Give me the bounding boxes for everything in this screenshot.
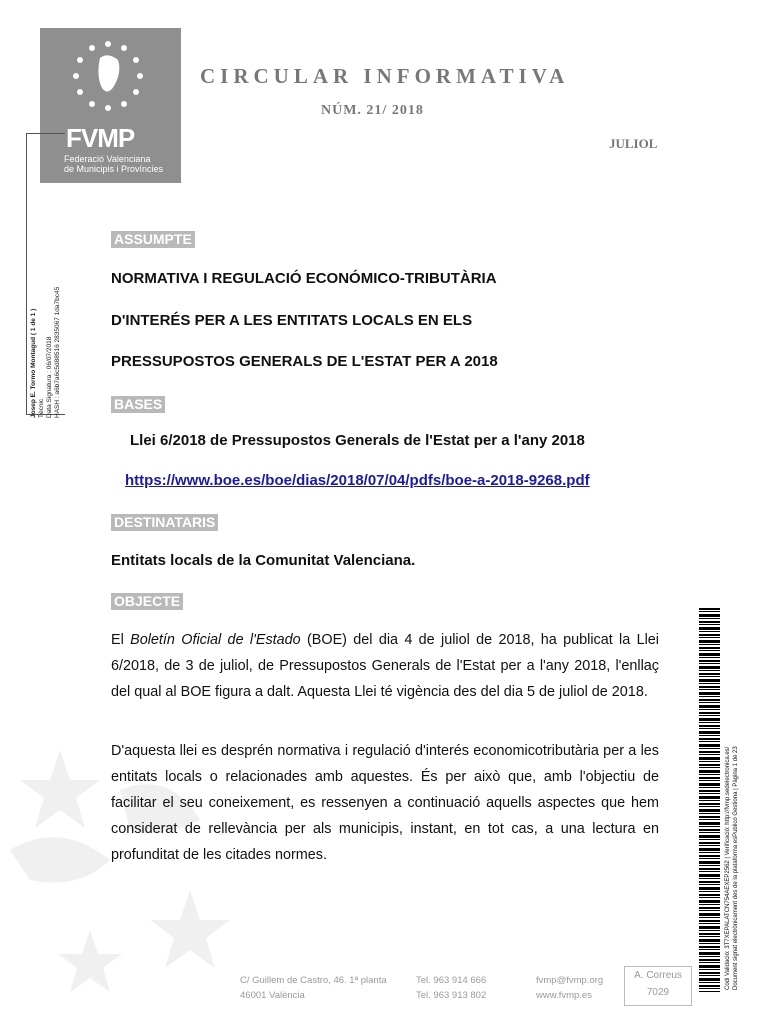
- verification-line-2: Document signat electrònicament des de la plataforma esPublico Gestiona | Pàgina 1 de 23: [733, 746, 739, 990]
- footer-address-1: C/ Guillem de Castro, 46. 1ª planta: [240, 975, 387, 986]
- footer-phone-2: Tel. 963 913 802: [416, 990, 487, 1001]
- assumpte-line-3: PRESSUPOSTOS GENERALS DE L'ESTAT PER A 2018: [111, 353, 498, 370]
- section-label-bases: BASES: [111, 396, 165, 413]
- signer-role: Tècnic: [38, 398, 45, 418]
- footer-phone-1: Tel. 963 914 666: [416, 975, 487, 986]
- circular-month: JULIOL: [609, 136, 658, 151]
- signature-hash: HASH : a6b7a6c5d88516 2835067 1da7bc45: [54, 286, 61, 418]
- footer-web: www.fvmp.es: [536, 990, 592, 1001]
- section-label-destinataris: DESTINATARIS: [111, 514, 218, 531]
- body-paragraph-2: D'aquesta llei es desprén normativa i regulació d'interés economicotributària per a les entitats locals o relacionades amb aquestes. És per això que, amb l'objectiu de facilitar el seu coneixement, es ressenyen a continuació aquells aspectes que hem considerat de rellevància per als municipis, instant, en tot cas, a una lectura en profunditat de les citades normes.: [111, 743, 659, 863]
- postal-box-stamp: [624, 966, 692, 1006]
- verification-line-1: Codi Validació: 3T7XEPALATCN754AEXEP2562 | Verificació: http://fvmp.sedelectronica.es/: [725, 746, 731, 990]
- footer-address-2: 46001 València: [240, 990, 305, 1001]
- p1-pre: El: [111, 632, 131, 648]
- logo-subtitle-line1: Federació Valenciana: [64, 154, 151, 164]
- assumpte-line-2: D'INTERÉS PER A LES ENTITATS LOCALS EN ELS: [111, 312, 473, 329]
- logo-subtitle: [64, 154, 163, 174]
- footer-address: [240, 973, 387, 1003]
- barcode-icon: [699, 608, 720, 992]
- signature-date: Data Signatura : 06/07/2018: [46, 336, 53, 418]
- stamp-line-2: 7029: [646, 987, 670, 998]
- logo-subtitle-line2: de Municipis i Províncies: [64, 164, 164, 174]
- section-label-objecte: OBJECTE: [111, 593, 183, 610]
- body-paragraph-1: [111, 627, 659, 705]
- page-title: CIRCULAR INFORMATIVA: [200, 64, 570, 88]
- signer-name: Josep E. Tormo Montagud ( 1 de 1 ): [30, 308, 37, 418]
- signature-block: [30, 138, 62, 418]
- footer-phones: [416, 973, 486, 1003]
- footer-contact: [536, 973, 603, 1003]
- stars-emblem-icon: [68, 36, 148, 116]
- section-label-assumpte: ASSUMPTE: [111, 231, 195, 248]
- p1-italic: Boletín Oficial de l'Estado: [130, 632, 301, 648]
- footer-email: fvmp@fvmp.org: [536, 975, 604, 986]
- stamp-line-1: A. Correus: [634, 970, 682, 981]
- p1-post: (BOE) del dia 4 de juliol de 2018, ha publicat la Llei 6/2018, de 3 de juliol, de Pressupostos Generals de l'Estat per a l'any 2018, l'enllaç del qual al BOE figura a dalt. Aquesta Llei té vigència des del dia 5 de juliol de 2018.: [111, 632, 659, 700]
- assumpte-line-1: NORMATIVA I REGULACIÓ ECONÓMICO-TRIBUTÀRIA: [111, 270, 497, 287]
- bases-law-title: Llei 6/2018 de Pressupostos Generals de l'Estat per a l'any 2018: [130, 432, 585, 449]
- boe-link[interactable]: https://www.boe.es/boe/dias/2018/07/04/pdfs/boe-a-2018-9268.pdf: [125, 472, 590, 489]
- logo-brand: FVMP: [66, 123, 135, 153]
- destinataris-text: Entitats locals de la Comunitat Valenciana.: [111, 552, 416, 569]
- circular-number: NÚM. 21/ 2018: [321, 103, 424, 118]
- verification-block: [724, 610, 740, 990]
